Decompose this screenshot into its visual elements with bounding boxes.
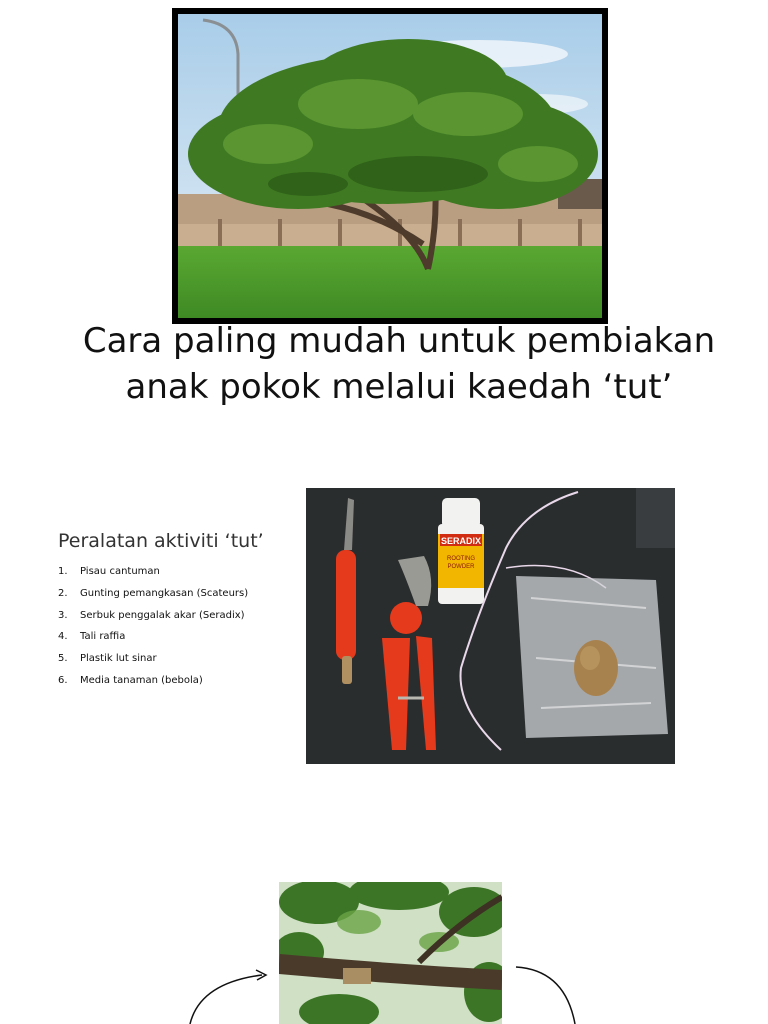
tools-heading: Peralatan aktiviti ‘tut’ [58, 530, 264, 552]
list-item-label: Media tanaman (bebola) [80, 674, 203, 686]
list-item-number: 1. [58, 566, 68, 577]
list-item-number: 4. [58, 631, 68, 643]
bottle-line1-label: ROOTING [447, 556, 475, 562]
list-item-number: 5. [58, 653, 68, 665]
rooting-powder-bottle-icon [438, 498, 484, 604]
list-item [58, 565, 248, 587]
tools-photo [306, 488, 675, 764]
list-item-number: 6. [58, 674, 68, 686]
list-item-number: 3. [58, 609, 68, 621]
list-item-label: Tali raffia [80, 631, 126, 643]
title-line-1: Cara paling mudah untuk pembiakan [82, 321, 716, 361]
list-item [58, 652, 248, 674]
tree-photo [172, 8, 608, 324]
list-item [58, 587, 248, 609]
list-item-label: Pisau cantuman [80, 566, 160, 577]
list-item-number: 2. [58, 587, 68, 599]
list-item-label: Serbuk penggalak akar (Seradix) [80, 609, 245, 621]
list-item [58, 674, 248, 696]
list-item-label: Gunting pemangkasan (Scateurs) [80, 587, 249, 599]
list-item [58, 630, 248, 652]
list-item [58, 609, 248, 631]
media-ball-icon [574, 640, 618, 696]
bottle-line2-label: POWDER [447, 564, 475, 570]
tools-list [58, 565, 248, 696]
title-line-2: anak pokok melalui kaedah ‘tut’ [125, 367, 673, 407]
page-title [40, 318, 758, 410]
curved-arrows [180, 955, 590, 1024]
list-item-label: Plastik lut sinar [80, 653, 157, 665]
bottle-brand-label: SERADIX [440, 536, 482, 546]
